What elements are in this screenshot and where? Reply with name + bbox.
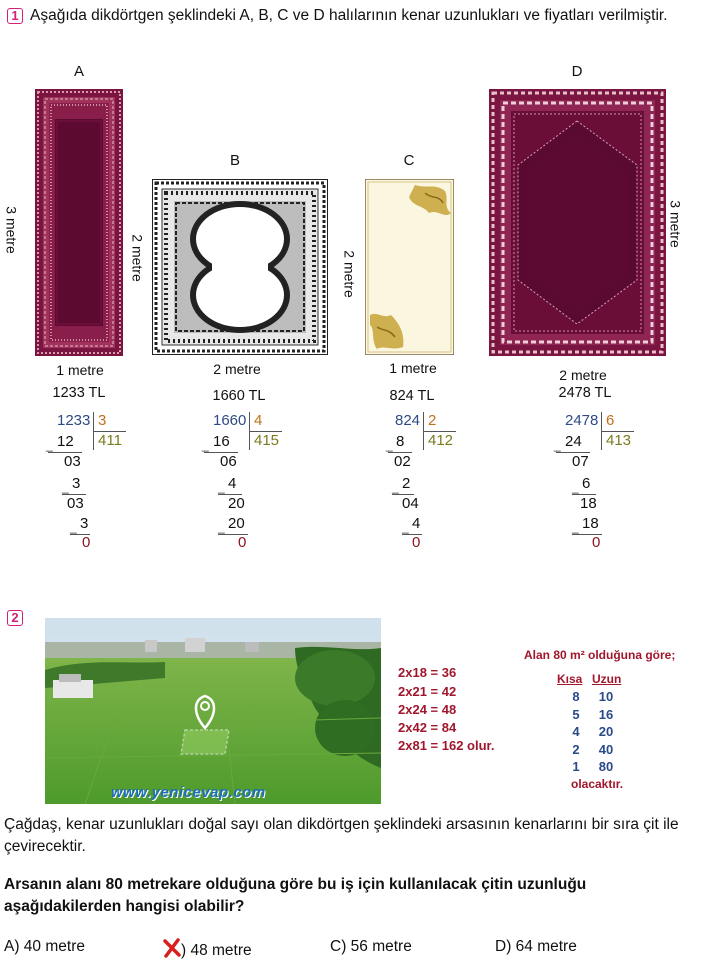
uzun-value: 20 (598, 724, 614, 739)
multiplication-line: 2x42 = 84 (398, 720, 457, 735)
division-b-step: 16 (213, 433, 230, 450)
division-d-divisor: 6 (606, 412, 615, 429)
multiplication-line: 2x81 = 162 olur. (398, 738, 495, 753)
option-c[interactable]: C) 56 metre (330, 938, 412, 955)
division-d-step: 18 (580, 495, 597, 512)
rug-a-price: 1233 TL (52, 385, 106, 401)
rug-d-image (489, 89, 666, 356)
rug-b-height-label: 2 metre (129, 234, 146, 282)
rug-d-price: 2478 TL (558, 385, 612, 401)
rug-d-letter: D (571, 63, 583, 80)
area-note-title: Alan 80 m² olduğuna göre; (524, 648, 676, 662)
division-a-step: 3 (80, 515, 89, 532)
rug-c-width-label: 1 metre (389, 360, 437, 376)
division-c-divisor: 2 (428, 412, 437, 429)
division-b-step: 20 (228, 515, 245, 532)
division-a-divisor: 3 (98, 412, 107, 429)
kisa-value: 8 (572, 689, 580, 704)
rug-b-image (152, 179, 328, 355)
kisa-value: 1 (572, 759, 580, 774)
rug-c-letter: C (403, 152, 415, 169)
uzun-value: 10 (598, 689, 614, 704)
uzun-header: Uzun (592, 672, 622, 686)
kisa-header: Kısa (557, 672, 583, 686)
question-2-question: Arsanın alanı 80 metrekare olduğuna göre bu iş için kullanılacak çitin uzunluğu aşağıdakilerden hangisi olabilir? (4, 876, 587, 915)
uzun-value: 40 (598, 742, 614, 757)
division-a-step: 3 (72, 475, 81, 492)
division-b-remainder: 0 (238, 534, 247, 551)
division-a-step: 03 (67, 495, 84, 512)
division-a-remainder: 0 (82, 534, 91, 551)
division-d-step: 6 (582, 475, 591, 492)
rug-b-price: 1660 TL (212, 388, 266, 404)
multiplication-line: 2x24 = 48 (398, 702, 457, 717)
division-d-step: 07 (572, 453, 589, 470)
division-a-quotient: 411 (98, 432, 122, 449)
division-c-step: 2 (402, 475, 411, 492)
rug-d-width-label: 2 metre (559, 367, 607, 383)
option-d[interactable]: D) 64 metre (495, 938, 577, 955)
option-a[interactable]: A) 40 metre (4, 938, 85, 955)
wrong-mark-icon (163, 938, 181, 956)
rug-d-height-label: 3 metre (667, 200, 684, 248)
division-b-step: 06 (220, 453, 237, 470)
option-b-label: ) 48 metre (181, 942, 252, 959)
division-b-step: 20 (228, 495, 245, 512)
rug-c-height-label: 2 metre (341, 250, 358, 298)
division-b-divisor: 4 (254, 412, 263, 429)
rug-a-image (35, 89, 123, 356)
division-d-dividend: 2478 (565, 412, 599, 429)
kisa-value: 5 (572, 707, 580, 722)
rug-a-letter: A (73, 63, 84, 80)
rug-b-width-label: 2 metre (213, 361, 261, 377)
multiplication-line: 2x21 = 42 (398, 684, 457, 699)
division-c-quotient: 412 (428, 432, 454, 449)
uzun-value: 80 (598, 759, 614, 774)
rug-a-height-label: 3 metre (3, 206, 20, 254)
multiplication-line: 2x18 = 36 (398, 665, 457, 680)
division-c-dividend: 824 (395, 412, 421, 429)
option-b[interactable] (163, 938, 252, 960)
division-b-quotient: 415 (254, 432, 280, 449)
division-a-dividend: 1233 (57, 412, 91, 429)
division-d-remainder: 0 (592, 534, 601, 551)
question-1-number: 1 (7, 8, 23, 24)
question-1-text: Aşağıda dikdörtgen şeklindeki A, B, C ve D halılarının kenar uzunlukları ve fiyatları verilmiştir. (30, 7, 668, 24)
division-d-quotient: 413 (606, 432, 632, 449)
kisa-value: 2 (572, 742, 580, 757)
division-b-step: 4 (228, 475, 237, 492)
division-c-step: 8 (396, 433, 405, 450)
division-a-step: 12 (57, 433, 74, 450)
division-b-dividend: 1660 (213, 412, 247, 429)
division-d-step: 18 (582, 515, 599, 532)
division-d-step: 24 (565, 433, 582, 450)
rug-a-width-label: 1 metre (56, 362, 104, 378)
uzun-value: 16 (598, 707, 614, 722)
division-a-step: 03 (64, 453, 81, 470)
question-2-number: 2 (7, 610, 23, 626)
olacak-text: olacaktır. (571, 777, 624, 791)
land-photo (45, 618, 381, 804)
division-c-step: 4 (412, 515, 421, 532)
division-c-step: 04 (402, 495, 419, 512)
rug-b-letter: B (229, 152, 240, 169)
rug-c-image (365, 179, 454, 355)
rug-c-price: 824 TL (389, 388, 435, 404)
question-2-text: Çağdaş, kenar uzunlukları doğal sayı olan dikdörtgen şeklindeki arsasının kenarlarını bir sıra çit ile çevirecektir. (4, 816, 679, 855)
kisa-value: 4 (572, 724, 580, 739)
division-c-remainder: 0 (412, 534, 421, 551)
division-c-step: 02 (394, 453, 411, 470)
watermark: www.yenicevap.com (111, 784, 266, 801)
